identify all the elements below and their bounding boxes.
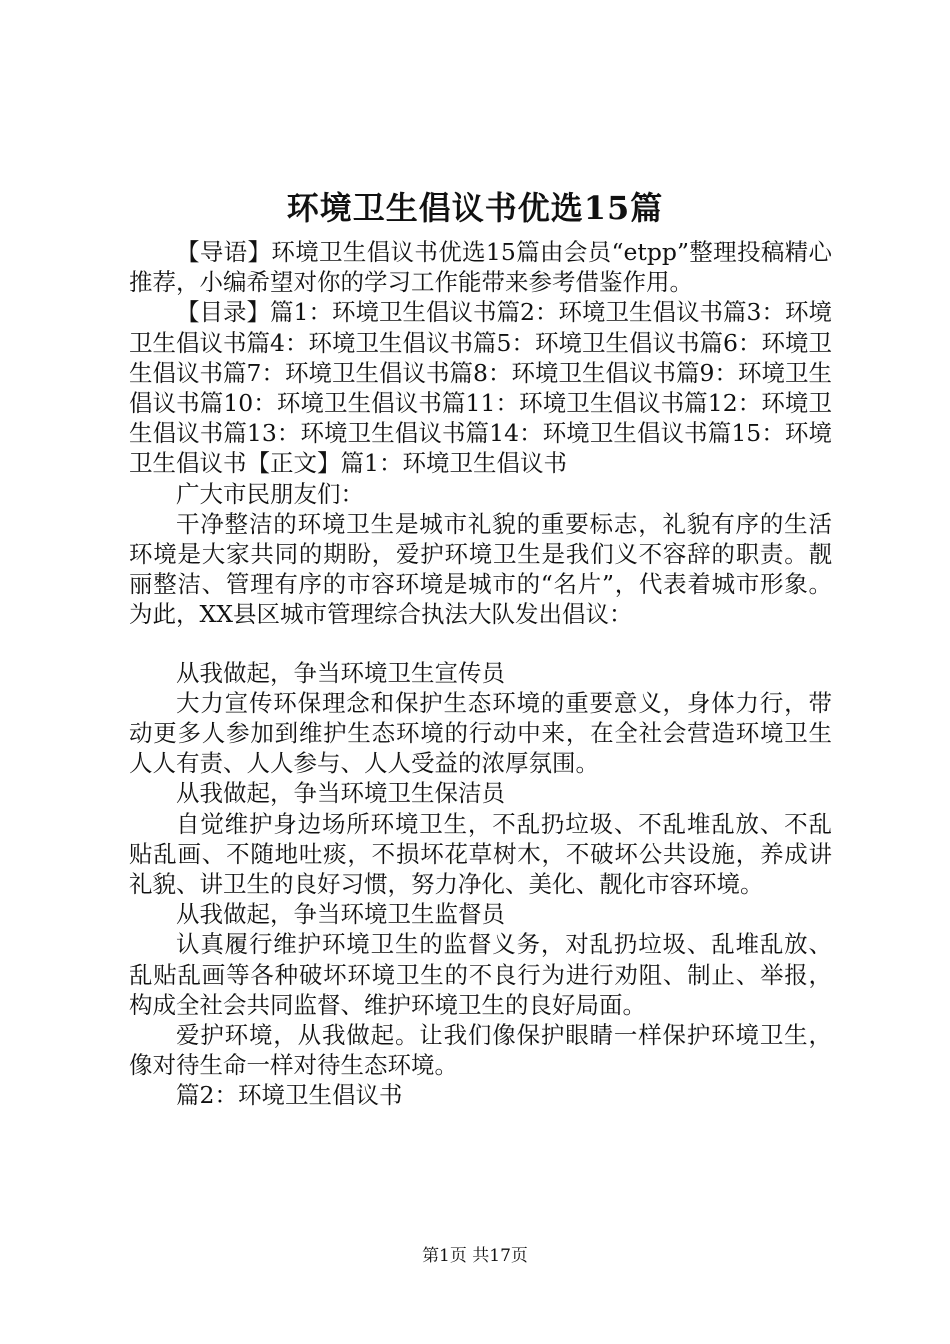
preface-paragraph: 【导语】环境卫生倡议书优选15篇由会员“etpp”整理投稿精心推荐，小编希望对你的学习工作能带来参考借鉴作用。 [129, 238, 832, 297]
intro-paragraph: 干净整洁的环境卫生是城市礼貌的重要标志，礼貌有序的生活环境是大家共同的期盼，爱护环境卫生是我们义不容辞的职责。靓丽整洁、管理有序的市容环境是城市的“名片”，代表着城市形象。为此，XX县区城市管理综合执法大队发出倡议： [129, 509, 832, 629]
section-body-publicist: 大力宣传环保理念和保护生态环境的重要意义，身体力行，带动更多人参加到维护生态环境的行动中来，在全社会营造环境卫生人人有责、人人参与、人人受益的浓厚氛围。 [129, 688, 832, 778]
blank-line [129, 630, 832, 658]
section-heading-supervisor: 从我做起，争当环境卫生监督员 [176, 900, 505, 929]
page-number-footer: 第1页 共17页 [422, 1246, 528, 1266]
section-body-cleaner: 自觉维护身边场所环境卫生，不乱扔垃圾、不乱堆乱放、不乱贴乱画、不随地吐痰，不损坏花草树木，不破坏公共设施，养成讲礼貌、讲卫生的良好习惯，努力净化、美化、靓化市容环境。 [129, 809, 832, 899]
closing-paragraph: 爱护环境，从我做起。让我们像保护眼睛一样保护环境卫生，像对待生命一样对待生态环境。 [129, 1021, 832, 1080]
document-title: 环境卫生倡议书优选15篇 [286, 189, 664, 227]
table-of-contents-paragraph: 【目录】篇1：环境卫生倡议书篇2：环境卫生倡议书篇3：环境卫生倡议书篇4：环境卫生倡议书篇5：环境卫生倡议书篇6：环境卫生倡议书篇7：环境卫生倡议书篇8：环境卫生倡议书篇9：环境卫生倡议书篇10：环境卫生倡议书篇11：环境卫生倡议书篇12：环境卫生倡议书篇13：环境卫生倡议书篇14：环境卫生倡议书篇15：环境卫生倡议书【正文】篇1：环境卫生倡议书 [129, 298, 832, 478]
document-body [129, 237, 832, 1111]
section-heading-publicist: 从我做起，争当环境卫生宣传员 [176, 658, 505, 687]
next-article-heading: 篇2：环境卫生倡议书 [176, 1081, 403, 1110]
section-body-supervisor: 认真履行维护环境卫生的监督义务，对乱扔垃圾、乱堆乱放、乱贴乱画等各种破坏环境卫生的不良行为进行劝阻、制止、举报，构成全社会共同监督、维护环境卫生的良好局面。 [129, 930, 832, 1019]
section-heading-cleaner: 从我做起，争当环境卫生保洁员 [176, 779, 505, 808]
salutation-paragraph: 广大市民朋友们： [176, 479, 364, 508]
